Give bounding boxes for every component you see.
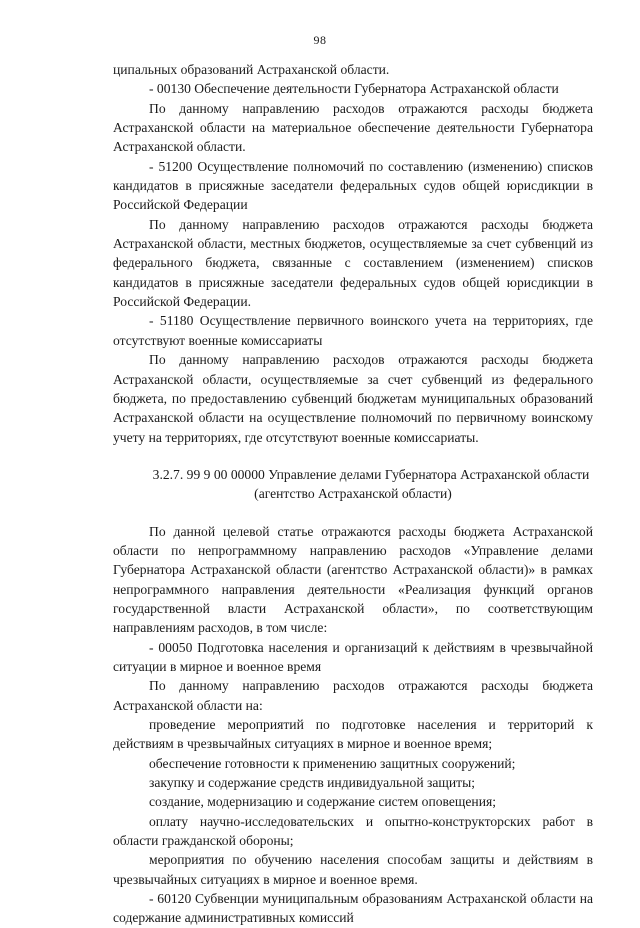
section-top: [113, 60, 593, 447]
page-number: 98: [313, 33, 327, 47]
paragraph: обеспечение готовности к применению защитных сооружений;: [149, 755, 516, 771]
paragraph: - 51200 Осуществление полномочий по составлению (изменению) списков кандидатов в присяжные заседатели федеральных судов общей юрисдикции в Российской Федерации: [113, 158, 593, 213]
paragraph: По данному направлению расходов отражаются расходы бюджета Астраханской области, местных бюджетов, осуществляемые за счет субвенций из федерального бюджета, связанные с составлением (изменением) списков кандидатов в присяжные заседатели федеральных судов общей юрисдикции в Российской Федерации.: [113, 216, 593, 310]
paragraph: По данному направлению расходов отражаются расходы бюджета Астраханской области, осуществляемые за счет субвенций из федерального бюджета, по предоставлению субвенций бюджетам муниципальных образований Астраханской области на осуществление полномочий по первичному воинскому учету на территориях, где отсутствуют военные комиссариаты.: [113, 352, 593, 445]
paragraph: создание, модернизацию и содержание систем оповещения;: [149, 794, 496, 810]
section-bottom: [113, 522, 593, 928]
section-heading-line-1: 3.2.7. 99 9 00 00000 Управление делами Губернатора Астраханской области: [152, 466, 590, 482]
paragraph: ципальных образований Астраханской области.: [113, 62, 390, 77]
paragraph: - 51180 Осуществление первичного воинского учета на территориях, где отсутствуют военные комиссариаты: [113, 313, 593, 348]
section-heading-line-2: (агентство Астраханской области): [254, 486, 452, 502]
document-body: [113, 60, 593, 928]
paragraph: По данной целевой статье отражаются расходы бюджета Астраханской области по непрограммному направлению расходов «Управление делами Губернатора Астраханской области (агентство Астраханской области)» в рамках непрограммного направления деятельности «Реализация функций органов государственной власти Астраханской области», по соответствующим направлениям расходов, в том числе:: [113, 523, 593, 636]
paragraph: закупку и содержание средств индивидуальной защиты;: [149, 775, 475, 791]
section-heading: [113, 465, 593, 504]
paragraph: - 00130 Обеспечение деятельности Губернатора Астраханской области: [149, 81, 559, 97]
spacer: [113, 447, 593, 465]
paragraph: - 00050 Подготовка населения и организаций к действиям в чрезвычайной ситуации в мирное и военное время: [113, 639, 593, 674]
paragraph: По данному направлению расходов отражаются расходы бюджета Астраханской области на:: [113, 678, 593, 713]
spacer: [113, 504, 593, 522]
paragraph: По данному направлению расходов отражаются расходы бюджета Астраханской области на материальное обеспечение деятельности Губернатора Астраханской области.: [113, 100, 593, 155]
paragraph: оплату научно-исследовательских и опытно-конструкторских работ в области гражданской обороны;: [113, 813, 593, 849]
paragraph: проведение мероприятий по подготовке населения и территорий к действиям в чрезвычайных ситуациях в мирное и военное время;: [113, 717, 593, 752]
paragraph: мероприятия по обучению населения способам защиты и действиям в чрезвычайных ситуациях в мирное и военное время.: [113, 852, 593, 887]
paragraph: - 60120 Субвенции муниципальным образованиям Астраханской области на содержание административных комиссий: [113, 891, 593, 926]
